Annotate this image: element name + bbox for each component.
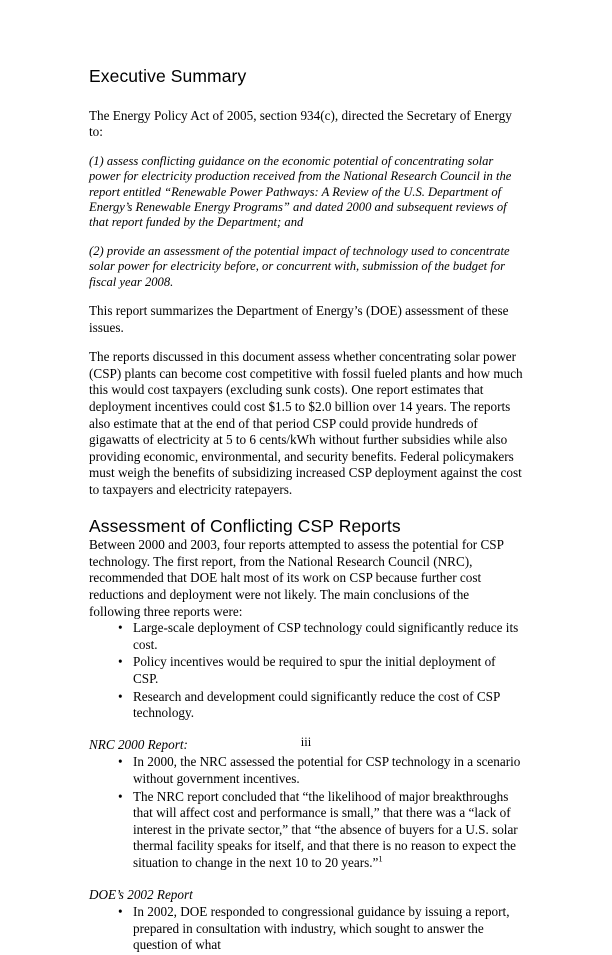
statute-quote-one: (1) assess conflicting guidance on the economic potential of concentrating solar power for electricity production received from the National Research Council in the report entitled “Renewable Power Pathways: A Review of the U.S. Department of Energy’s Renewable Energy Programs” and dated 2000 and subsequent reviews of that report funded by the Department; and: [89, 153, 512, 230]
bullet-icon: •: [118, 754, 123, 770]
bullet-icon: •: [118, 654, 123, 670]
bullet-icon: •: [118, 620, 123, 636]
assessment-conclusions-list: [89, 620, 523, 722]
page-content: [89, 66, 523, 955]
assessment-intro-paragraph: Between 2000 and 2003, four reports attempted to assess the potential for CSP technology. The first report, from the National Research Council (NRC), recommended that DOE halt most of its work on CSP because further cost reductions and deployment were not likely. The main conclusions of the following three reports were:: [89, 537, 504, 619]
list-item-label: In 2002, DOE responded to congressional guidance by issuing a report, prepared in consultation with industry, which sought to answer the question of what: [133, 904, 510, 953]
list-item-label: In 2000, the NRC assessed the potential for CSP technology in a scenario without government incentives.: [133, 754, 521, 786]
section-title-assessment: Assessment of Conflicting CSP Reports: [89, 515, 401, 536]
bullet-icon: •: [118, 904, 123, 920]
statute-quote-two: (2) provide an assessment of the potential impact of technology used to concentrate solar power for electricity before, or concurrent with, submission of the budget for fiscal year 2008.: [89, 243, 510, 289]
list-item: [89, 789, 523, 872]
bullet-icon: •: [118, 688, 123, 704]
bullet-icon: •: [118, 788, 123, 804]
executive-summary-body-paragraph: The reports discussed in this document assess whether concentrating solar power (CSP) plants can become cost competitive with fossil fueled plants and how much this would cost taxpayers (excluding sunk costs). One report estimates that deployment incentives could cost $1.5 to $2.0 billion over 14 years. The reports also estimate that at the end of that period CSP could provide hundreds of gigawatts of electricity at 5 to 6 cents/kWh without further subsidies while also providing economic, environmental, and security benefits. Federal policymakers must weigh the benefits of subsidizing increased CSP deployment against the cost to taxpayers and electricity ratepayers.: [89, 349, 523, 498]
executive-summary-heading-block: [89, 66, 523, 87]
intro-paragraph: The Energy Policy Act of 2005, section 934(c), directed the Secretary of Energy to:: [89, 107, 512, 140]
list-item-label: Research and development could significantly reduce the cost of CSP technology.: [133, 688, 500, 721]
summary-line-paragraph: This report summarizes the Department of Energy’s (DOE) assessment of these issues.: [89, 303, 509, 335]
subsection-title-doe-2002: DOE’s 2002 Report: [89, 886, 193, 902]
doe-2002-list: [89, 904, 523, 954]
list-item: [89, 654, 523, 687]
list-item: [89, 689, 523, 722]
list-item-label: Large-scale deployment of CSP technology could significantly reduce its cost.: [133, 620, 519, 652]
footnote-marker: 1: [378, 853, 383, 864]
page-title: Executive Summary: [89, 66, 247, 86]
subsection-title-nrc-2000: NRC 2000 Report:: [89, 736, 188, 752]
assessment-heading-block: [89, 516, 523, 537]
list-item: [89, 620, 523, 653]
list-item-label: Policy incentives would be required to spur the initial deployment of CSP.: [133, 654, 496, 686]
list-item: [89, 904, 523, 954]
nrc-2000-list: [89, 754, 523, 871]
list-item: [89, 754, 523, 787]
page-number: iii: [300, 735, 312, 749]
list-item-label: The NRC report concluded that “the likelihood of major breakthroughs that will affect cost and performance is small,” that there was a “lack of interest in the private sector,” that “the absence of buyers for a U.S. solar thermal facility speaks for itself, and that there is no reason to expect the situation to change in the next 10 to 20 years.”: [133, 788, 518, 870]
